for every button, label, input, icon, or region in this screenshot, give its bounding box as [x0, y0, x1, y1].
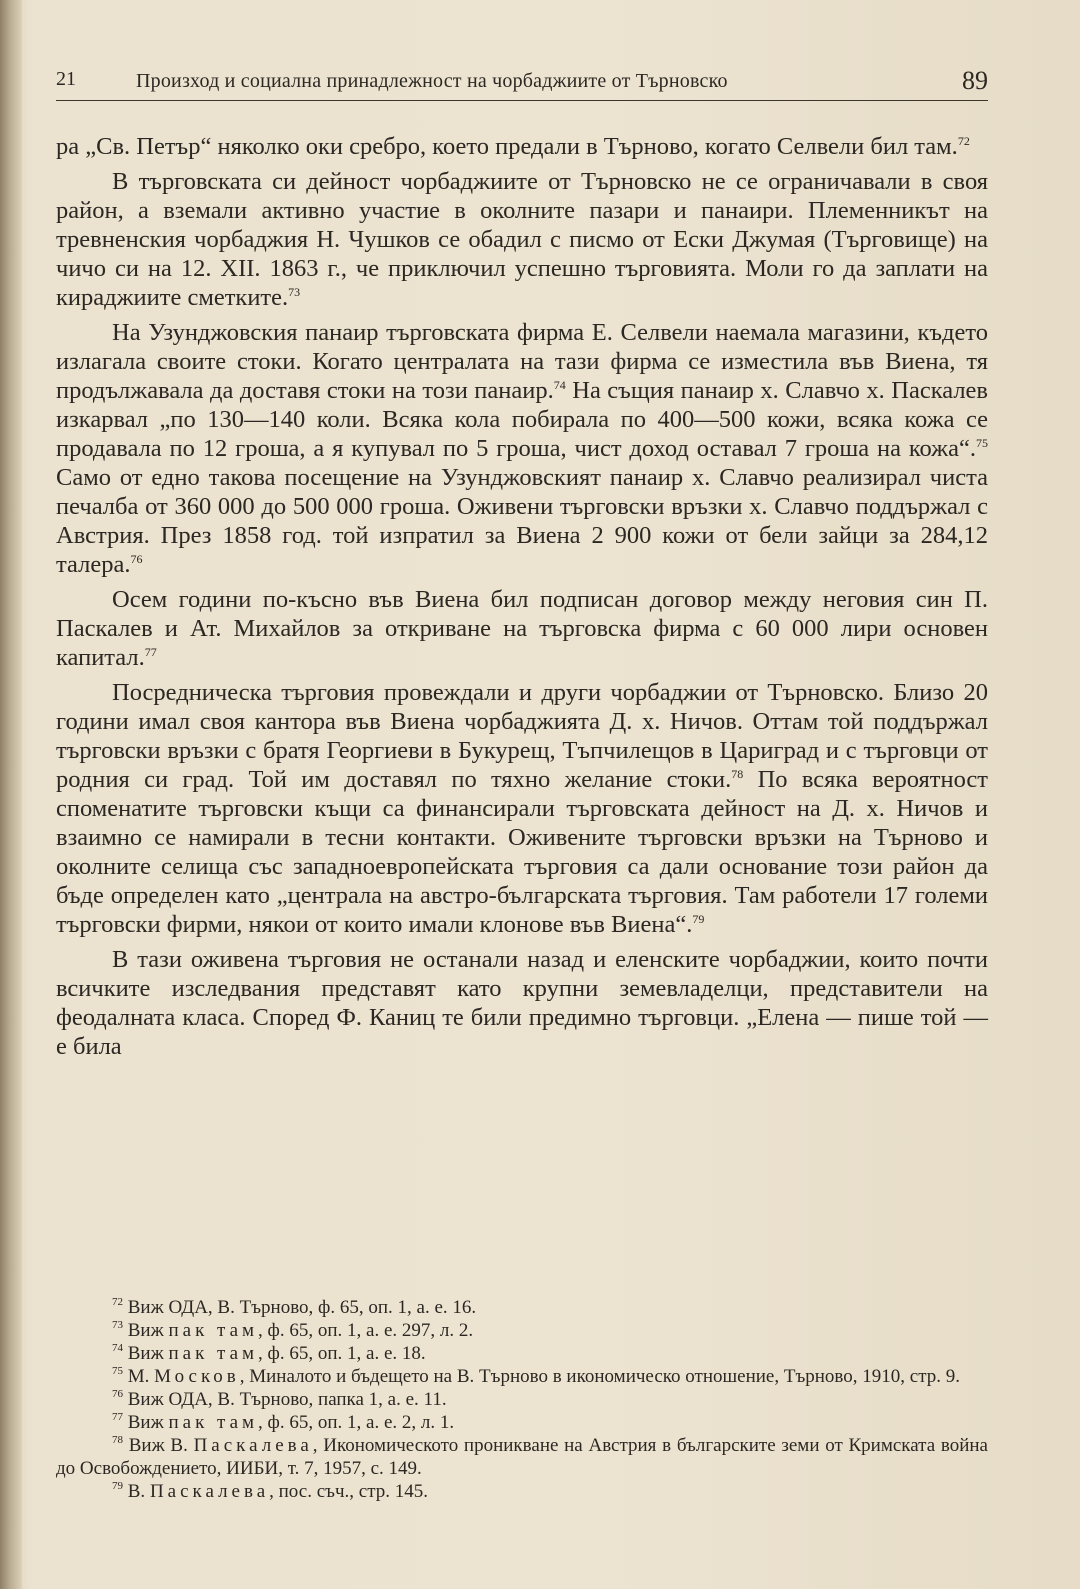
footnote: $^{79}$ В. Паскалева, пос. съч., стр. 145.: [112, 1480, 428, 1502]
footnote-ref: 74: [553, 378, 566, 392]
paragraph: В търговската си дейност чорбаджиите от Търновско не се ограничавали в своя район, а вземали активно участие в околните пазари и панаири. Племенникът на тревненския чорбаджия Н. Чушков се обадил с писмо от Ески Джумая (Търговище) на чичо си на 12. XII. 1863 г., че приключил успешно търговията. Моли го да заплати на кираджиите сметките.$^{73}$: [56, 168, 988, 311]
footnote: $^{77}$ Виж пак там, ф. 65, оп. 1, а. е. 2, л. 1.: [112, 1411, 455, 1433]
paragraph: Посредническа търговия провеждали и други чорбаджии от Търновско. Близо 20 години имал своя кантора във Виена чорбаджията Д. х. Ничов. Оттам той поддържал търговски връзки с братя Георгиеви в Букурещ, Тъпчилещов в Цариград и с търговци от родния си град. Той им доставял по тяхно желание стоки.$^{78}$ По всяка вероятност споменатите търговски къщи са финансирали търговската дейност на Д. х. Ничов и взаимно се намирали в тесни контакти. Оживените търговски връзки на Търново и околните селища със западноевропейската търговия са дали основание този район да бъде определен като „централа на австро-българската търговия. Там работели 17 големи търговски фирми, някои от които имали клонове във Виена“.$^{79}$: [56, 679, 989, 938]
footnote: $^{76}$ Виж ОДА, В. Търново, папка 1, а. е. 11.: [112, 1388, 447, 1410]
body-text: [56, 132, 988, 1067]
page-number: 89: [962, 66, 988, 95]
footnote: $^{72}$ Виж ОДА, В. Търново, ф. 65, оп. 1, а. е. 16.: [112, 1296, 477, 1318]
section-number: 21: [56, 68, 76, 90]
paragraph: На Узунджовския панаир търговската фирма Е. Селвели наемала магазини, където излагала своите стоки. Когато централата на тази фирма се изместила във Виена, тя продължавала да доставя стоки на този панаир.$^{74}$ На същия панаир х. Славчо х. Паскалев изкарвал „по 130—140 коли. Всяка кола побирала по 400—500 кожи, всяка кожа се продавала по 12 гроша, а я купувал по 5 гроша, чист доход оставал 7 гроша на кожа“.$^{75}$ Само от едно такова посещение на Узунджовският панаир х. Славчо реализирал чиста печалба от 360 000 до 500 000 гроша. Оживени търговски връзки х. Славчо поддържал с Австрия. През 1858 год. той изпратил за Виена 2 900 кожи от бели зайци за 284,12 талера.$^{76}$: [56, 319, 989, 578]
paragraph: Осем години по-късно във Виена бил подписан договор между неговия син П. Паскалев и Ат. Михайлов за откриване на търговска фирма с 60 000 лири основен капитал.$^{77}$: [56, 586, 988, 671]
footnote-ref: 75: [976, 436, 988, 450]
paragraph: ра „Св. Петър“ няколко оки сребро, което предали в Търново, когато Селвели бил там.$^{72}$: [56, 133, 970, 160]
footnote-ref: 78: [731, 767, 744, 781]
footnotes: [56, 1296, 988, 1503]
footnote: $^{73}$ Виж пак там, ф. 65, оп. 1, а. е. 297, л. 2.: [112, 1319, 474, 1341]
footnote-ref: 72: [957, 134, 970, 148]
footnote: $^{75}$ М. Москов, Миналото и бъдещето на В. Търново в икономическо отношение, Търново, 1910, стр. 9.: [112, 1365, 960, 1387]
footnote-ref: 73: [288, 285, 301, 299]
footnote-ref: 79: [692, 912, 705, 926]
running-header: [56, 66, 988, 101]
footnote: $^{78}$ Виж В. Паскалева, Икономическото проникване на Австрия в българските земи от Кримската война до Освобождението, ИИБИ, т. 7, 1957, с. 149.: [56, 1434, 988, 1479]
footnote-ref: 77: [144, 645, 157, 659]
footnote: $^{74}$ Виж пак там, ф. 65, оп. 1, а. е. 18.: [112, 1342, 426, 1364]
paragraph: В тази оживена търговия не останали назад и еленските чорбаджии, които почти всичките изследвания представят като крупни земевладелци, представители на феодалната класа. Според Ф. Каниц те били предимно търговци. „Елена — пише той — е била: [56, 946, 988, 1060]
running-title: Произход и социална принадлежност на чорбаджиите от Търновско: [136, 70, 728, 92]
book-binding-edge: [0, 0, 22, 1589]
footnote-ref: 76: [130, 552, 143, 566]
